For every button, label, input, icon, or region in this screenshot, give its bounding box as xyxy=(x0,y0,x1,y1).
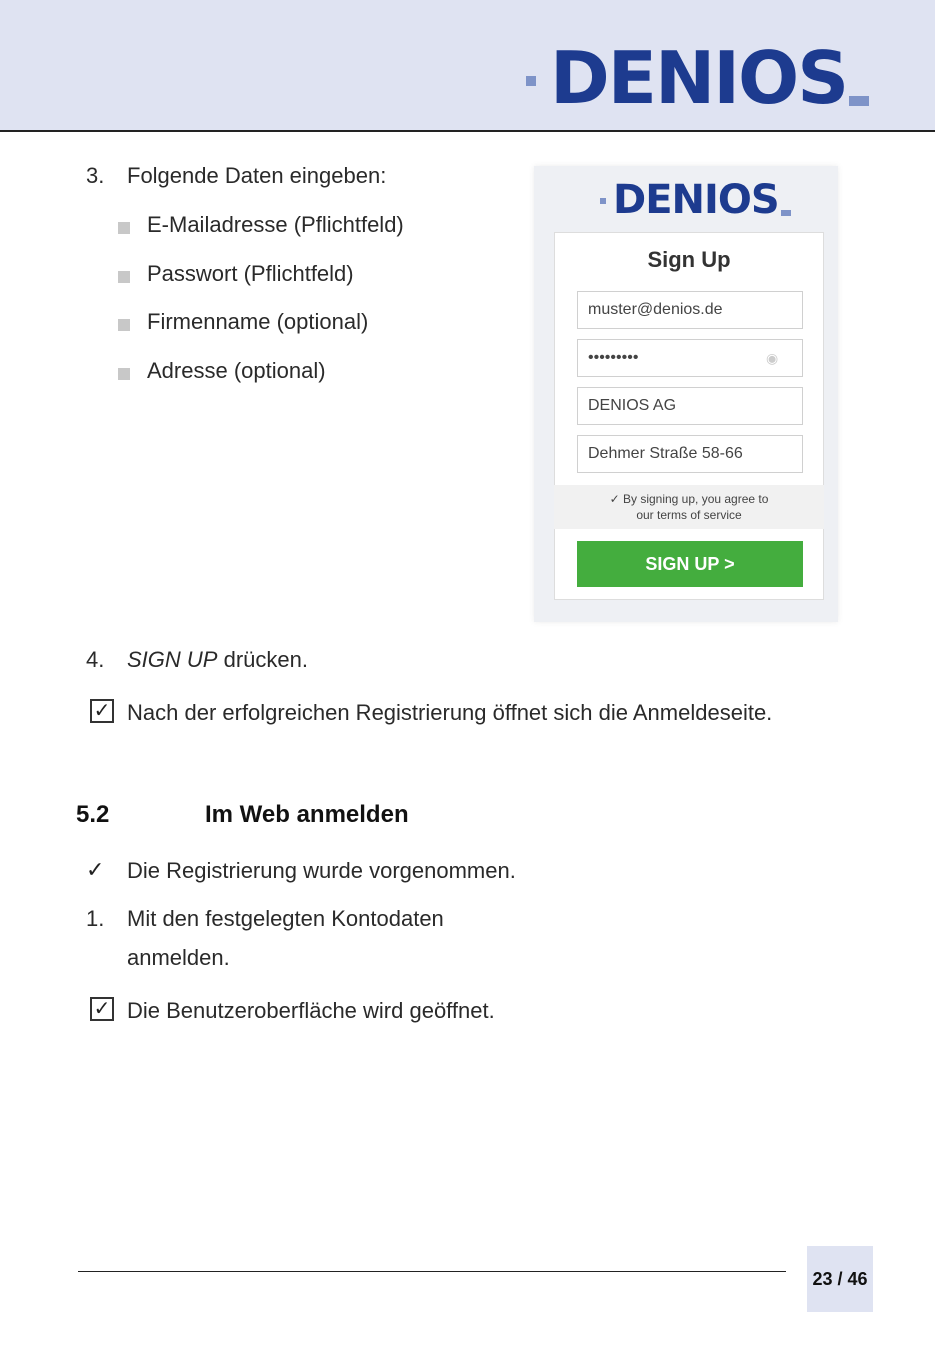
bullet-icon xyxy=(118,319,130,331)
signup-card xyxy=(554,232,824,600)
logo-square-right xyxy=(781,210,791,216)
logo-square-right xyxy=(849,96,869,106)
result-checkbox-icon: ✓ xyxy=(90,997,114,1021)
page-number: 23 / 46 xyxy=(807,1246,873,1312)
list-item-password: Passwort (Pflichtfeld) xyxy=(147,261,354,286)
bullet-icon xyxy=(118,222,130,234)
terms-line1: By signing up, you agree to xyxy=(622,492,769,506)
address-field[interactable]: Dehmer Straße 58-66 xyxy=(577,435,803,473)
list-item-email: E-Mailadresse (Pflichtfeld) xyxy=(147,212,404,237)
bullet-icon xyxy=(118,368,130,380)
screenshot-logo-text: DENIOS xyxy=(613,177,779,223)
step4-button-ref: SIGN UP xyxy=(127,647,218,672)
password-value: ••••••••• xyxy=(588,349,639,366)
signup-screenshot xyxy=(534,166,838,622)
terms-notice xyxy=(554,485,824,529)
step4-text xyxy=(127,647,308,673)
result-checkbox-icon: ✓ xyxy=(90,699,114,723)
precondition-text: Die Registrierung wurde vorgenommen. xyxy=(127,858,516,883)
list-item-address: Adresse (optional) xyxy=(147,358,326,383)
step3-text: Folgende Daten eingeben: xyxy=(127,163,387,188)
list-item-company: Firmenname (optional) xyxy=(147,309,369,334)
company-field[interactable]: DENIOS AG xyxy=(577,387,803,425)
signup-title: Sign Up xyxy=(647,247,731,272)
signup-button[interactable]: SIGN UP > xyxy=(577,541,803,587)
step1-line2: anmelden. xyxy=(127,945,230,970)
step3-number: 3. xyxy=(86,163,105,188)
step4-number: 4. xyxy=(86,647,105,672)
checkmark-icon: ✓ xyxy=(609,492,620,506)
screenshot-logo xyxy=(600,177,791,223)
bullet-icon xyxy=(118,271,130,283)
step1-number: 1. xyxy=(86,906,105,931)
password-field[interactable] xyxy=(577,339,803,377)
eye-icon[interactable]: ◉ xyxy=(766,350,779,366)
section-title: Im Web anmelden xyxy=(205,801,409,828)
step4-action: drücken. xyxy=(223,647,308,672)
denios-logo xyxy=(526,36,869,120)
logo-square-left xyxy=(526,76,536,86)
section-number: 5.2 xyxy=(76,801,110,828)
email-field[interactable]: muster@denios.de xyxy=(577,291,803,329)
footer-divider xyxy=(78,1271,786,1272)
page-header xyxy=(0,0,935,132)
result2-text: Die Benutzeroberfläche wird geöffnet. xyxy=(127,998,495,1023)
step1-line1: Mit den festgelegten Kontodaten xyxy=(127,906,444,931)
terms-line2: our terms of service xyxy=(636,508,742,522)
logo-text: DENIOS xyxy=(550,36,848,120)
result1-text: Nach der erfolgreichen Registrierung öffnet sich die Anmeldeseite. xyxy=(127,700,773,725)
logo-square-left xyxy=(600,198,606,204)
precondition-check-icon: ✓ xyxy=(86,857,105,882)
